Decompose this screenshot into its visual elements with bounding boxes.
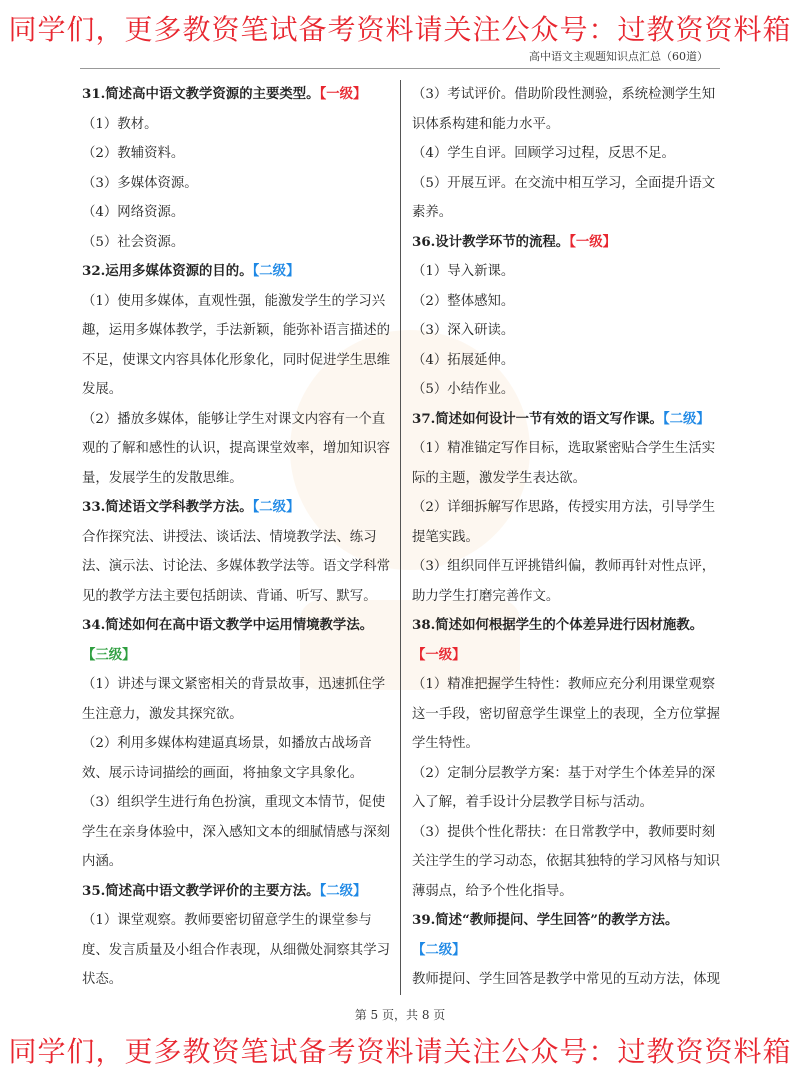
question-34 bbox=[82, 611, 390, 670]
answer-item: （5）开展互评。在交流中相互学习，全面提升语文素养。 bbox=[412, 175, 716, 220]
question-title: 34.简述如何在高中语文教学中运用情境教学法。 bbox=[82, 617, 374, 633]
answer-item: （3）深入研读。 bbox=[412, 323, 515, 338]
answer-item: （4）学生自评。回顾学习过程，反思不足。 bbox=[412, 146, 675, 161]
left-column bbox=[82, 80, 390, 995]
answer-item: （2）播放多媒体，能够让学生对课文内容有一个直观的了解和感性的认识，提高课堂效率，增加知识容量，发展学生的发散思维。 bbox=[82, 411, 390, 486]
level-tag: 【一级】 bbox=[569, 233, 617, 250]
answer-item: （2）整体感知。 bbox=[412, 293, 515, 309]
answer-item: （3）提供个性化帮扶：在日常教学中，教师要时刻关注学生的学习动态，依据其独特的学习风格与知识薄弱点，给予个性化指导。 bbox=[412, 824, 720, 899]
answer-item: （5）小结作业。 bbox=[412, 382, 515, 397]
question-35 bbox=[82, 877, 390, 907]
page-number: 第 5 页，共 8 页 bbox=[354, 1008, 446, 1022]
document-header: 高中语文主观题知识点汇总（60道） bbox=[529, 50, 708, 63]
question-title: 31.简述高中语文教学资源的主要类型。 bbox=[82, 86, 320, 102]
question-33 bbox=[82, 493, 390, 523]
question-title: 36.设计教学环节的流程。 bbox=[412, 233, 570, 250]
level-tag: 【二级】 bbox=[662, 410, 710, 427]
level-tag: 【二级】 bbox=[252, 499, 300, 515]
answer-item: （3）组织学生进行角色扮演，重现文本情节，促使学生在亲身体验中，深入感知文本的细腻情感与深刻内涵。 bbox=[82, 795, 390, 869]
level-tag: 【二级】 bbox=[412, 941, 466, 958]
answer-item: （4）网络资源。 bbox=[82, 205, 185, 220]
answer-item: （1）导入新课。 bbox=[412, 264, 515, 279]
promo-banner-top: 同学们，更多教资笔试备考资料请关注公众号：过教资资料箱 bbox=[8, 13, 792, 46]
answer-item: （3）多媒体资源。 bbox=[82, 175, 198, 191]
question-title: 38.简述如何根据学生的个体差异进行因材施教。 bbox=[412, 617, 704, 633]
question-36 bbox=[412, 228, 720, 258]
right-column bbox=[412, 80, 720, 995]
answer-item: （1）教材。 bbox=[82, 116, 158, 132]
answer-item: （2）教辅资料。 bbox=[82, 146, 185, 161]
answer-item: （3）考试评价。借助阶段性测验，系统检测学生知识体系构建和能力水平。 bbox=[412, 87, 716, 132]
question-39 bbox=[412, 906, 720, 965]
promo-banner-bottom: 同学们，更多教资笔试备考资料请关注公众号：过教资资料箱 bbox=[8, 1035, 792, 1068]
answer-item bbox=[82, 995, 390, 996]
answer-body: 合作探究法、讲授法、谈话法、情境教学法、练习法、演示法、讨论法、多媒体教学法等。语文学科常见的教学方法主要包括朗读、背诵、听写、默写。 bbox=[82, 529, 390, 604]
question-37 bbox=[412, 405, 720, 435]
question-title: 37.简述如何设计一节有效的语文写作课。 bbox=[412, 410, 663, 427]
header-rule bbox=[80, 68, 720, 69]
answer-item: （1）精准锚定写作目标，选取紧密贴合学生生活实际的主题，激发学生表达欲。 bbox=[412, 441, 716, 486]
question-31 bbox=[82, 80, 390, 110]
level-tag: 【二级】 bbox=[319, 882, 367, 899]
answer-item: （5）社会资源。 bbox=[82, 234, 185, 250]
answer-item: （2）详细拆解写作思路，传授实用方法，引导学生提笔实践。 bbox=[412, 500, 716, 545]
answer-item: （1）精准把握学生特性：教师应充分利用课堂观察这一手段，密切留意学生课堂上的表现，全方位掌握学生特性。 bbox=[412, 677, 720, 751]
answer-item: （3）组织同伴互评挑错纠偏，教师再针对性点评，助力学生打磨完善作文。 bbox=[412, 559, 716, 604]
level-tag: 【一级】 bbox=[412, 646, 466, 663]
answer-item: （1）课堂观察。教师要密切留意学生的课堂参与度、发言质量及小组合作表现，从细微处洞察其学习状态。 bbox=[82, 913, 390, 987]
level-tag: 【三级】 bbox=[82, 646, 136, 663]
question-title: 32.运用多媒体资源的目的。 bbox=[82, 263, 253, 279]
answer-item: （4）拓展延伸。 bbox=[412, 352, 515, 368]
answer-item: （2）定制分层教学方案：基于对学生个体差异的深入了解，着手设计分层教学目标与活动。 bbox=[412, 765, 716, 810]
level-tag: 【二级】 bbox=[252, 263, 300, 279]
column-divider bbox=[400, 80, 401, 995]
answer-item: （2）利用多媒体构建逼真场景，如播放古战场音效、展示诗词描绘的画面，将抽象文字具象化。 bbox=[82, 736, 372, 781]
answer-body: 教师提问、学生回答是教学中常见的互动方法，体现 bbox=[412, 972, 720, 987]
answer-item: （1）使用多媒体，直观性强，能激发学生的学习兴趣，运用多媒体教学，手法新颖，能弥补语言描述的不足，使课文内容具体化形象化，同时促进学生思维发展。 bbox=[82, 293, 390, 397]
question-title: 33.简述语文学科教学方法。 bbox=[82, 499, 253, 515]
level-tag: 【一级】 bbox=[319, 86, 367, 102]
answer-item: （1）讲述与课文紧密相关的背景故事，迅速抓住学生注意力，激发其探究欲。 bbox=[82, 677, 386, 722]
question-38 bbox=[412, 611, 720, 670]
question-title: 35.简述高中语文教学评价的主要方法。 bbox=[82, 882, 320, 899]
question-32 bbox=[82, 257, 390, 287]
question-title: 39.简述“教师提问、学生回答”的教学方法。 bbox=[412, 912, 679, 928]
